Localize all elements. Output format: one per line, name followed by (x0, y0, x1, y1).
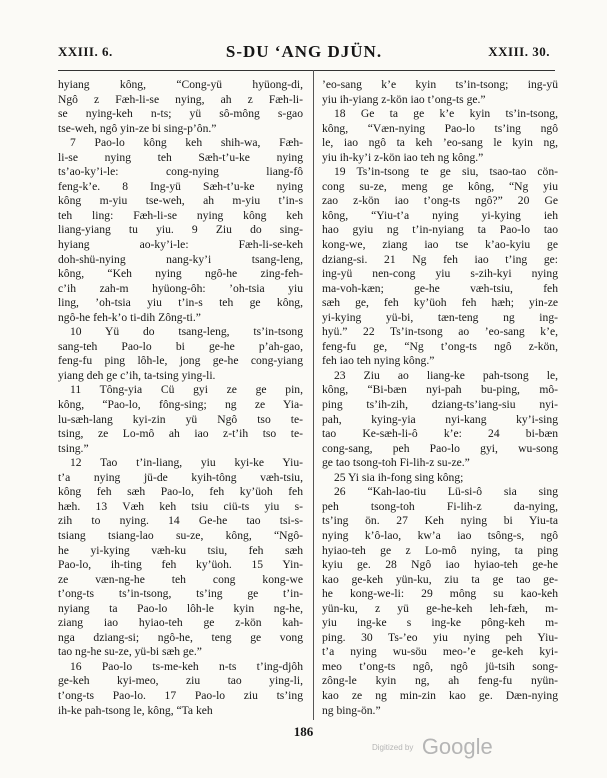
text-line: ’eo-sang k’e kyin ts’in-tsong; ing-yü (322, 78, 558, 91)
text-line: ing-yü nen-cong yiu s-zih-kyi nying (322, 267, 558, 281)
text-line: ma-voh-kæn; ge-he væh-tsiu, feh (322, 281, 558, 295)
text-line: nying k’ô-lao, kw’a iao tsông-s, ngô (322, 528, 558, 542)
text-line: t’a nying wu-söu meo-’e ge-keh kyi- (322, 645, 558, 659)
text-line: ge tao tsong-toh Fi-lih-z su-ze.” (322, 456, 470, 470)
text-line: teh ling: Fæh-li-se nying kông keh (58, 208, 303, 222)
text-line: zih to nying. 14 Ge-he tao tsi-s- (58, 514, 303, 528)
text-line: doh-shü-nying nang-ky’i tsang-leng, (58, 252, 303, 266)
text-line: 12 Tao t’in-liang, yiu kyi-ke Yiu- (70, 456, 303, 470)
text-line: hyiang ao-ky’i-le: Fæh-li-se-keh (58, 238, 303, 252)
text-line: tao Ke-sæh-li-ô k’e: 24 bi-bæn (322, 427, 558, 441)
text-line: hæh. 13 Væh keh tsiu ciü-ts yiu s- (58, 499, 303, 513)
text-line: peh tsong-toh Fi-lih-z da-nying, (322, 499, 558, 513)
text-line: kao ze ng min-zin kao ge. Dæn-nying (322, 688, 558, 702)
page-number: 186 (293, 724, 314, 739)
text-line: ping. 30 Ts-’eo yiu nying peh Yiu- (322, 630, 558, 644)
text-line: feng-fu ge, “Ng t’ong-ts ngô z-kön, (322, 339, 558, 353)
chapter-verse-end: XXIII. 30. (488, 44, 550, 59)
text-line: yiu ih-ky’i z-kön iao teh ng kông.” (322, 150, 484, 164)
text-line: t’a nying jü-de kyih-tông væh-tsiu, (58, 470, 303, 484)
digitized-watermark (372, 734, 493, 760)
text-line: kong-we, ziang iao tse k’ao-kyiu ge (322, 238, 558, 252)
text-line: lu-sæh-lang kyi-zin yü Ngô tso te- (58, 412, 303, 426)
text-line: kông feh sæh Pao-lo, feh ky’üoh feh (58, 485, 303, 499)
text-line: he kong-we-li: 29 mông su kao-keh (322, 587, 558, 601)
text-line: ze væn-ng-he teh cong kong-we (58, 572, 303, 586)
text-line: yi-kying yü-bi, tæn-teng ng ing- (322, 310, 558, 324)
text-line: 16 Pao-lo ts-me-keh n-ts t’ing-djôh (70, 659, 303, 673)
text-line: ih-ke pah-tsong le, kông, “Ta keh (58, 703, 213, 717)
text-line: zông-le kyin ng, ah feng-fu nyün- (322, 674, 558, 688)
text-line: ping ts’ih-zih, dziang-ts’iang-siu nyi- (322, 398, 558, 412)
text-line: tsiang tsiang-lao su-ze, kông, “Ngô- (58, 528, 303, 542)
text-line: hyü.” 22 Ts’in-tsong ao ’eo-sang k’e, (322, 325, 558, 339)
left-text-column (58, 78, 303, 718)
text-line: yiu ih-yiang z-kön iao t’ong-ts ge.” (322, 92, 486, 106)
text-line: c’ih zah-m hyüong-ôh: ’oh-tsia yiu (58, 281, 303, 295)
book-title: S-DU ‘ANG DJÜN. (225, 42, 383, 61)
text-line: kông, “Pao-lo, fông-sing; ng ze Yia- (58, 398, 303, 412)
text-line: t’ong-ts ts’in-tsong, ts’ing ge t’in- (58, 587, 303, 601)
text-line: liang-yiang tu yiu. 9 Ziu do sing- (58, 223, 303, 237)
text-line: sæh ge, feh ky’üoh feh hæh; yin-ze (322, 296, 558, 310)
chapter-verse-start: XXIII. 6. (58, 44, 113, 59)
text-line: yiu ing-ke s ing-ke pông-keh m- (322, 616, 558, 630)
text-line: feh iao teh nying kông.” (322, 354, 435, 368)
text-line: 7 Pao-lo kông keh shih-wa, Fæh- (70, 136, 303, 150)
text-line: hyiao-teh ge z Lo-mô nying, ta ping (322, 543, 558, 557)
text-line: 10 Yü do tsang-leng, ts’in-tsong (70, 325, 303, 339)
text-line: ling, ’oh-tsia yiu t’in-s teh ge kông, (58, 296, 303, 310)
text-line: 19 Ts’in-tsong te ge siu, tsao-tao cön- (334, 165, 558, 179)
text-line: Pao-lo, ih-ting feh ky’üoh. 15 Yin- (58, 558, 303, 572)
google-logo: Google (421, 734, 493, 759)
text-line: hyiang kông, “Cong-yü hyüong-di, (58, 78, 303, 91)
text-line: li-se nying teh Sæh-t’u-ke nying (58, 150, 303, 164)
text-line: kông, “Væn-nying Pao-lo ts’ing ngô (322, 121, 558, 135)
text-line: kông, “Yiu-t’a nying yi-kying ieh (322, 208, 558, 222)
text-line: hao gyiu ng t’in-nyiang ta Pao-lo tao (322, 223, 558, 237)
text-line: Ngô z Fæh-li-se nying, ah z Fæh-li- (58, 92, 303, 106)
text-line: tao ng-he su-ze, yü-bi sæh ge.” (58, 645, 202, 659)
text-line: ts’ao-ky’i-le: cong-nying liang-fô (58, 165, 303, 179)
text-line: tse-weh, ngô yin-ze bi sing-p’ôn.” (58, 121, 217, 135)
text-line: 23 Ziu ao liang-ke pah-tsong le, (334, 368, 558, 382)
text-line: kông, “Bi-bæn nyi-pah bu-ping, mô- (322, 383, 558, 397)
text-line: feng-fu ping lôh-le, jong ge-he cong-yiang (58, 354, 303, 368)
text-line: yün-ku, z yü ge-he-keh leh-fæh, m- (322, 601, 558, 615)
text-line: le, iao ngô ta keh ’eo-sang le kyin ng, (322, 136, 558, 150)
text-line: 25 Yi sia ih-fong sing kông; (334, 470, 464, 484)
text-line: ge-keh kyi-meo, ziu tao ying-li, (58, 674, 303, 688)
text-line: yiang deh ge c’ih, ta-tsing ying-li. (58, 368, 216, 382)
text-line: ts’ing ön. 27 Keh nying bi Yiu-ta (322, 514, 558, 528)
text-line: kông m-yiu tse-weh, ah m-yiu t’in-s (58, 194, 303, 208)
text-line: 11 Tông-yia Cü gyi ze ge pin, (70, 383, 303, 397)
text-line: dziang-si. 21 Ng feh iao t’ing ge: (322, 252, 558, 266)
text-line: tsing, ze Lo-mô ah iao z-t’ih tso te- (58, 427, 303, 441)
text-line: se nying-keh n-ts; yü sô-mông s-gao (58, 107, 303, 121)
text-line: tsing.” (58, 441, 89, 455)
watermark-caption: Digitized by (372, 742, 414, 752)
text-line: nyiang ta Pao-lo lôh-le kyin ng-he, (58, 601, 303, 615)
text-line: t’ong-ts Pao-lo. 17 Pao-lo ziu ts’ing (58, 688, 303, 702)
text-line: ng bing-ön.” (322, 703, 381, 717)
text-line: sang-teh Pao-lo bi ge-he p’ah-gao, (58, 339, 303, 353)
text-line: feng-k’e. 8 Ing-yü Sæh-t’u-ke nying (58, 179, 303, 193)
page-header (58, 42, 550, 64)
text-line: pah, kying-yia nyi-kang ky’i-sing (322, 412, 558, 426)
text-line: cong su-ze, meng ge kông, “Ng yiu (322, 179, 558, 193)
text-line: he yi-kying væh-ku tsiu, feh sæh (58, 543, 303, 557)
header-rule (58, 70, 555, 71)
text-line: zao z-kön iao t’ong-ts ngô?” 20 Ge (322, 194, 558, 208)
text-line: cong-sang, peh Pao-lo gyi, wu-song (322, 441, 558, 455)
right-text-column (322, 78, 558, 718)
column-divider (313, 70, 314, 720)
text-line: kao ge-keh yün-ku, ziu ta ge tao ge- (322, 572, 558, 586)
text-line: ziang iao hyiao-teh ge z-kön kah- (58, 616, 303, 630)
text-line: kyiu ge. 28 Ngô iao hyiao-teh ge-he (322, 558, 558, 572)
text-line: nga dziang-si; ngô-he, teng ge vong (58, 630, 303, 644)
text-line: ngô-he feh-k’o ti-dih Zông-ti.” (58, 310, 201, 324)
text-line: 26 “Kah-lao-tiu Lü-si-ô sia sing (334, 485, 558, 499)
text-line: meo t’ong-ts ngô, ngô jü-tsih song- (322, 659, 558, 673)
text-line: 18 Ge ta ge k’e kyin ts’in-tsong, (334, 107, 558, 121)
text-line: kông, “Keh nying ngô-he zing-feh- (58, 267, 303, 281)
